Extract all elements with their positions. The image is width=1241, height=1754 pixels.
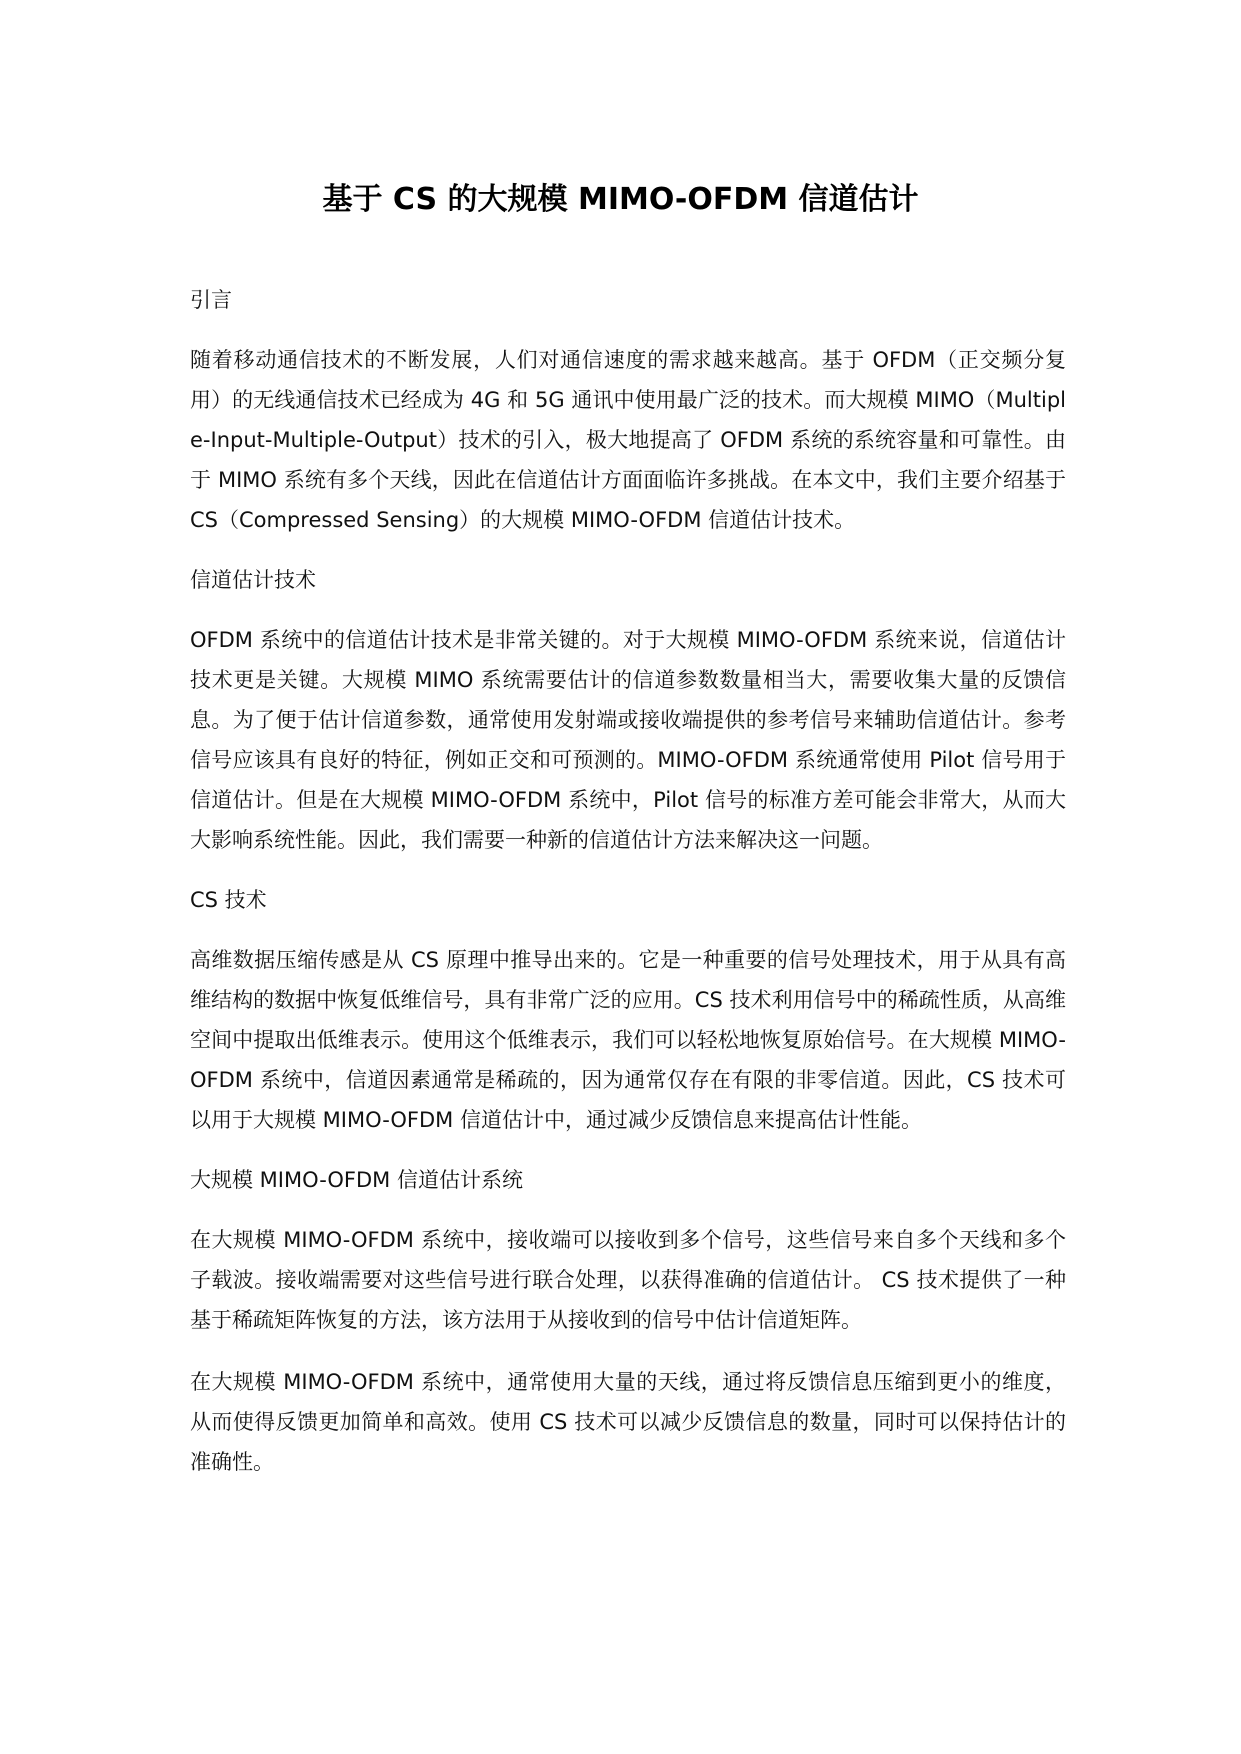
section-channel-estimation [190,562,1066,860]
paragraph: 随着移动通信技术的不断发展，人们对通信速度的需求越来越高。基于 OFDM（正交频分复用）的无线通信技术已经成为 4G 和 5G 通讯中使用最广泛的技术。而大规模 MIMO（Multiple-Input-Multiple-Output）技术的引入，极大地提高了 OFDM 系统的系统容量和可靠性。由于 MIMO 系统有多个天线，因此在信道估计方面面临许多挑战。在本文中，我们主要介绍基于 CS（Compressed Sensing）的大规模 MIMO-OFDM 信道估计技术。 [190,348,1066,532]
paragraph: OFDM 系统中的信道估计技术是非常关键的。对于大规模 MIMO-OFDM 系统来说，信道估计技术更是关键。大规模 MIMO 系统需要估计的信道参数数量相当大，需要收集大量的反馈信息。为了便于估计信道参数，通常使用发射端或接收端提供的参考信号来辅助信道估计。参考信号应该具有良好的特征，例如正交和可预测的。MIMO-OFDM 系统通常使用 Pilot 信号用于信道估计。但是在大规模 MIMO-OFDM 系统中，Pilot 信号的标准方差可能会非常大，从而大大影响系统性能。因此，我们需要一种新的信道估计方法来解决这一问题。 [190,628,1066,852]
section-heading: 引言 [190,288,232,312]
section-mimo-ofdm-system [190,1162,1066,1482]
section-heading: CS 技术 [190,888,267,912]
paragraph: 高维数据压缩传感是从 CS 原理中推导出来的。它是一种重要的信号处理技术，用于从具有高维结构的数据中恢复低维信号，具有非常广泛的应用。CS 技术利用信号中的稀疏性质，从高维空间中提取出低维表示。使用这个低维表示，我们可以轻松地恢复原始信号。在大规模 MIMO-OFDM 系统中，信道因素通常是稀疏的，因为通常仅存在有限的非零信道。因此，CS 技术可以用于大规模 MIMO-OFDM 信道估计中，通过减少反馈信息来提高估计性能。 [190,948,1066,1132]
section-introduction [190,282,1066,540]
document-body [190,282,1066,1504]
section-cs-technology [190,882,1066,1140]
document-title: 基于 CS 的大规模 MIMO-OFDM 信道估计 [322,182,919,217]
section-heading: 大规模 MIMO-OFDM 信道估计系统 [190,1168,523,1192]
paragraph: 在大规模 MIMO-OFDM 系统中，接收端可以接收到多个信号，这些信号来自多个天线和多个子载波。接收端需要对这些信号进行联合处理，以获得准确的信道估计。 CS 技术提供了一种基于稀疏矩阵恢复的方法，该方法用于从接收到的信号中估计信道矩阵。 [190,1228,1066,1332]
section-heading: 信道估计技术 [190,568,316,592]
paragraph: 在大规模 MIMO-OFDM 系统中，通常使用大量的天线，通过将反馈信息压缩到更小的维度，从而使得反馈更加简单和高效。使用 CS 技术可以减少反馈信息的数量，同时可以保持估计的准确性。 [190,1370,1066,1474]
